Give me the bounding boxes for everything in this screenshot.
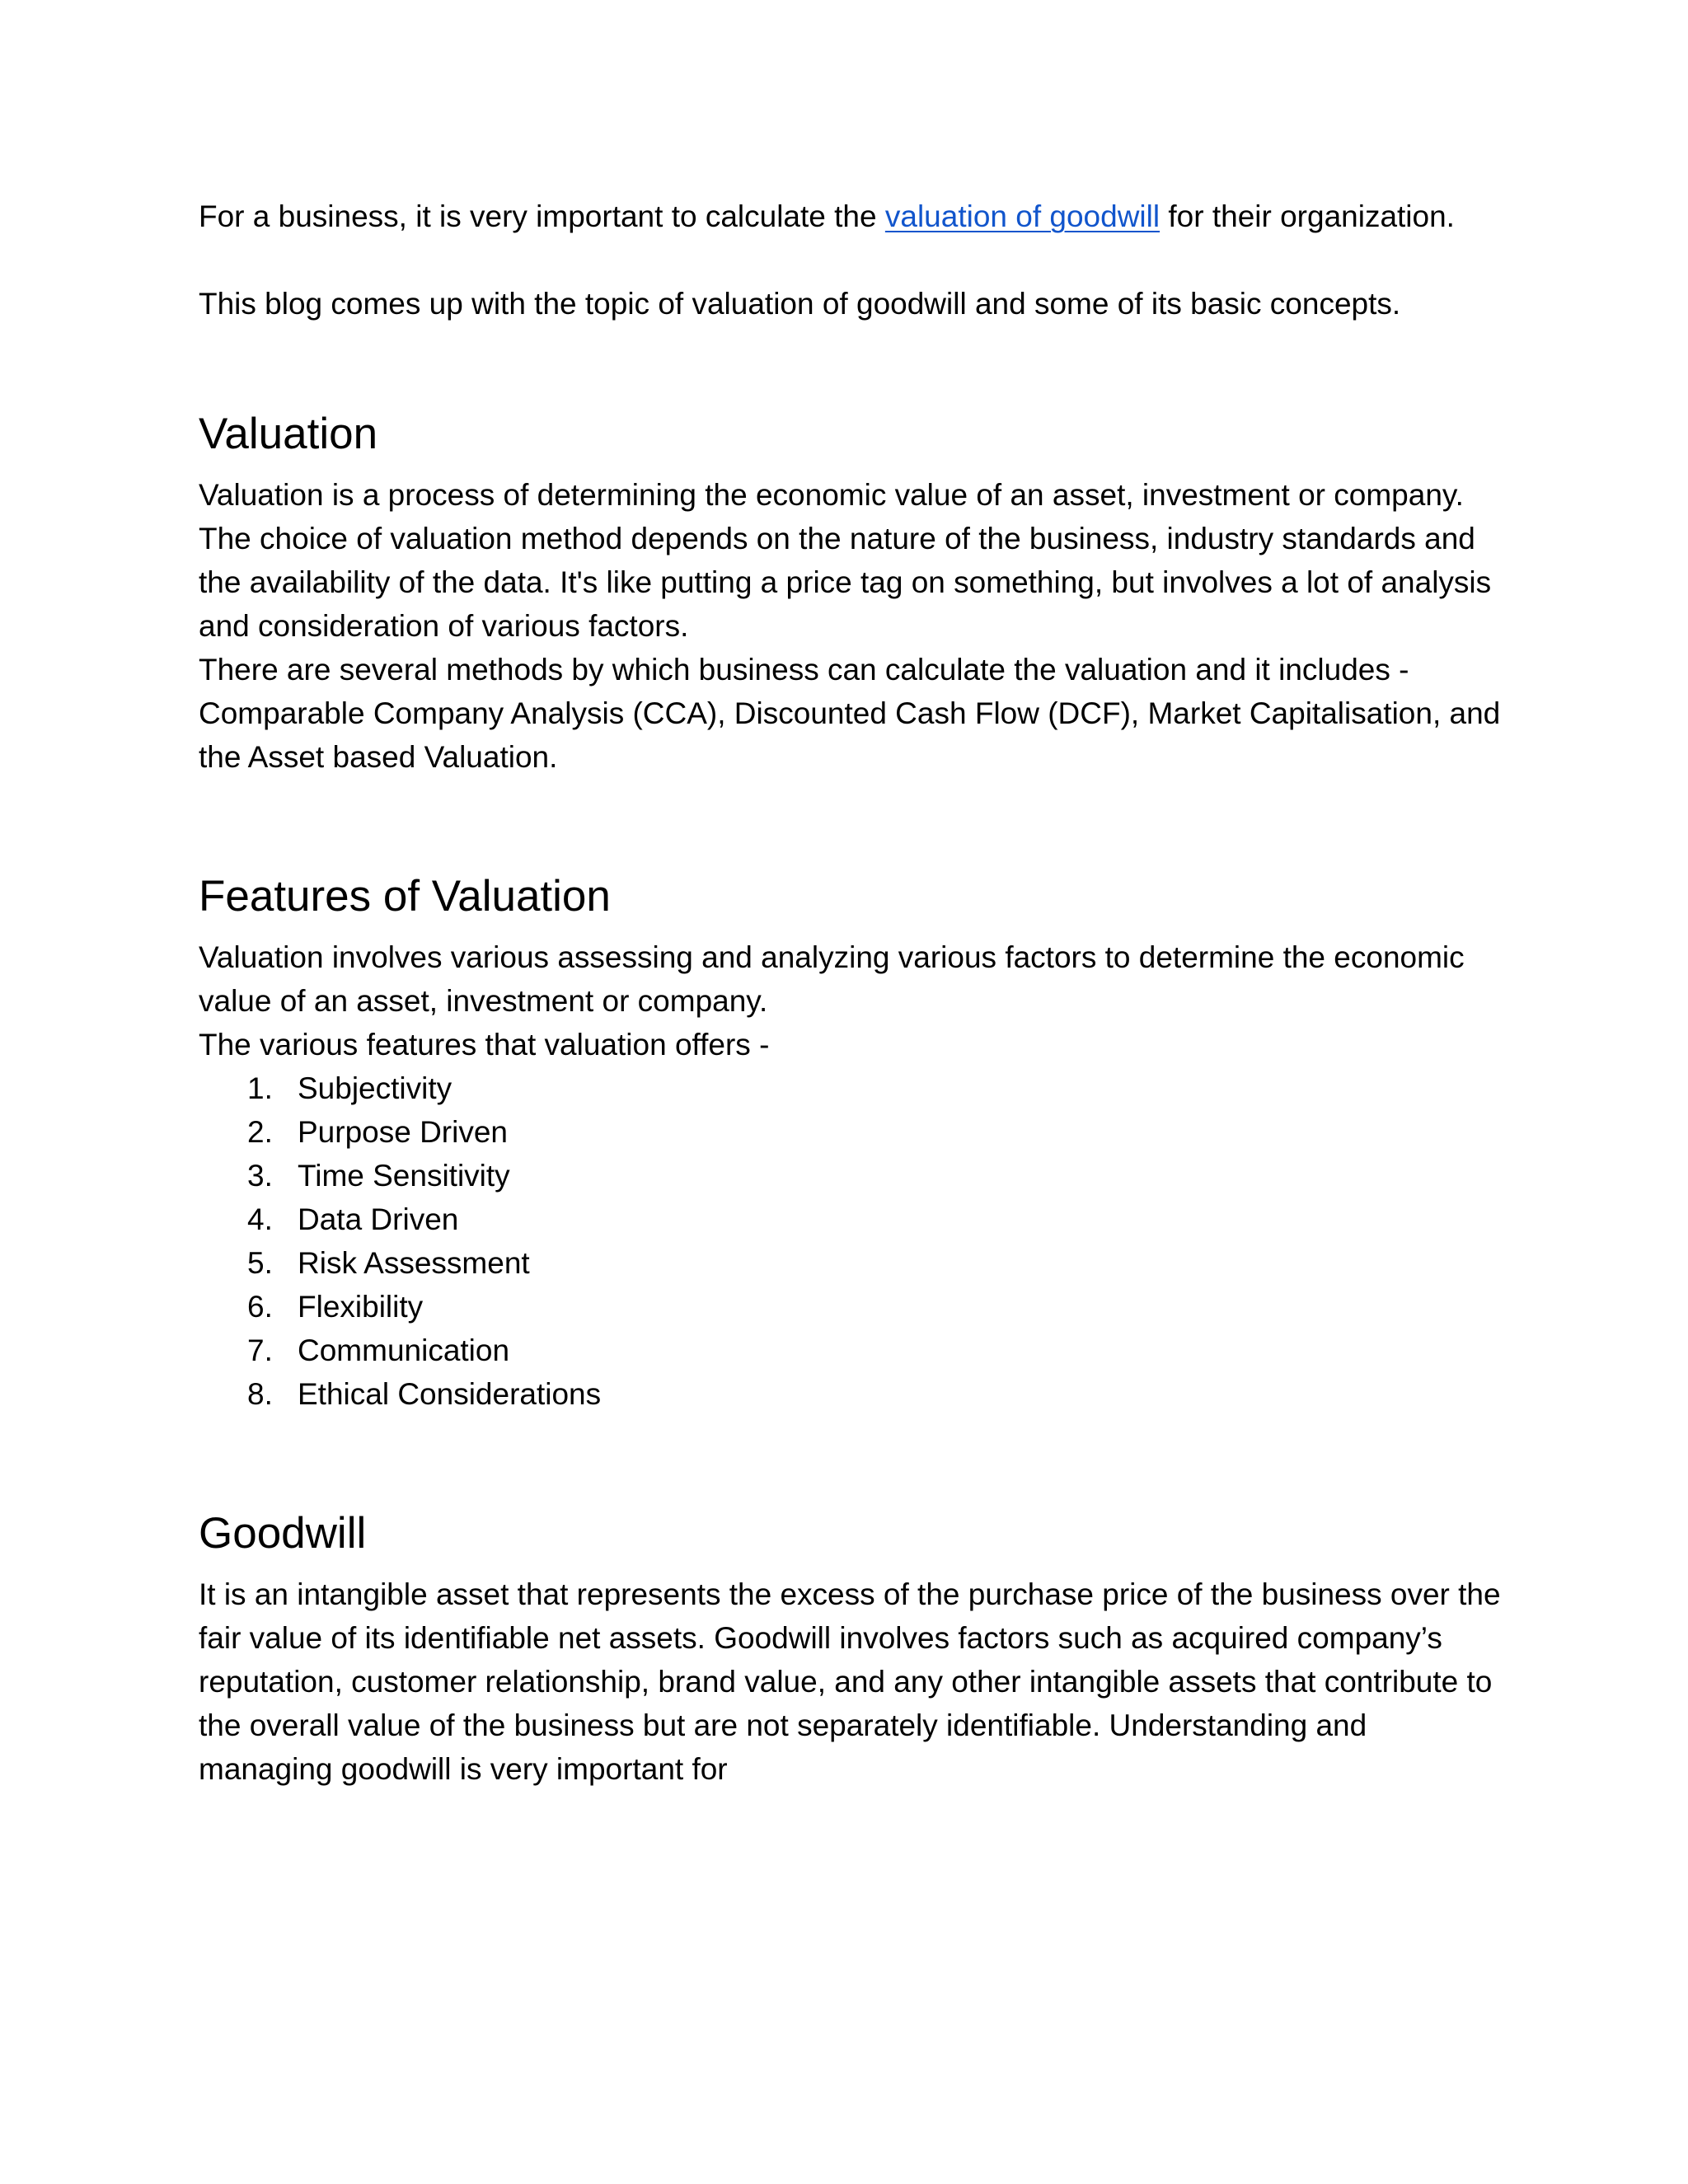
list-item-label: Purpose Driven xyxy=(298,1115,509,1149)
list-item xyxy=(199,1285,1501,1329)
list-item-number: 3. xyxy=(247,1159,273,1193)
paragraph-spacer xyxy=(199,238,1501,282)
list-item xyxy=(199,1329,1501,1372)
features-heading: Features of Valuation xyxy=(199,872,611,921)
valuation-paragraph: Valuation is a process of determining the economic value of an asset, investment or company. The choice of valuation method depends on the nature of the business, industry standards and the availability of the data. It's like putting a price tag on something, but involves a lot of analysis and consideration of various factors. xyxy=(199,478,1492,643)
features-paragraph: Valuation involves various assessing and analyzing various factors to determine the economic value of an asset, investment or company. xyxy=(199,940,1465,1018)
list-item-label: Flexibility xyxy=(298,1290,424,1324)
list-item-label: Risk Assessment xyxy=(298,1246,530,1280)
intro-blog-paragraph: This blog comes up with the topic of valuation of goodwill and some of its basic concepts. xyxy=(199,287,1401,321)
list-item-label: Time Sensitivity xyxy=(298,1159,510,1193)
goodwill-paragraph: It is an intangible asset that represents the excess of the purchase price of the business over the fair value of its identifiable net assets. Goodwill involves factors such as acquired company’s reputation, customer relationship, brand value, and any other intangible assets that contribute to the overall value of the business but are not separately identifiable. Understanding and managing goodwill is very important for xyxy=(199,1577,1501,1786)
intro-paragraph xyxy=(199,194,1501,238)
document-page xyxy=(199,194,1501,1791)
list-item xyxy=(199,1110,1501,1154)
features-list xyxy=(199,1066,1501,1416)
list-item-number: 8. xyxy=(247,1377,273,1411)
valuation-methods-paragraph: There are several methods by which business can calculate the valuation and it includes - Comparable Company Analysis (CCA), Discounted Cash Flow (DCF), Market Capitalisation, and the Asset based Valuation. xyxy=(199,653,1501,774)
valuation-of-goodwill-link[interactable]: valuation of goodwill xyxy=(884,199,1160,233)
list-item-number: 5. xyxy=(247,1246,273,1280)
list-item-number: 2. xyxy=(247,1115,273,1149)
list-item xyxy=(199,1154,1501,1197)
list-item-number: 1. xyxy=(247,1071,273,1105)
list-item xyxy=(199,1241,1501,1285)
list-item xyxy=(199,1066,1501,1110)
valuation-heading: Valuation xyxy=(199,410,378,458)
list-item xyxy=(199,1372,1501,1416)
intro-text-before-link: For a business, it is very important to calculate the xyxy=(199,199,885,233)
list-item-label: Data Driven xyxy=(298,1202,459,1236)
list-item-number: 7. xyxy=(247,1333,273,1367)
goodwill-heading: Goodwill xyxy=(199,1509,367,1558)
list-item-number: 4. xyxy=(247,1202,273,1236)
list-item-number: 6. xyxy=(247,1290,273,1324)
list-item xyxy=(199,1197,1501,1241)
list-item-label: Communication xyxy=(298,1333,510,1367)
features-intro-line: The various features that valuation offers - xyxy=(199,1028,770,1062)
list-item-label: Subjectivity xyxy=(298,1071,452,1105)
intro-text-after-link: for their organization. xyxy=(1160,199,1455,233)
list-item-label: Ethical Considerations xyxy=(298,1377,602,1411)
